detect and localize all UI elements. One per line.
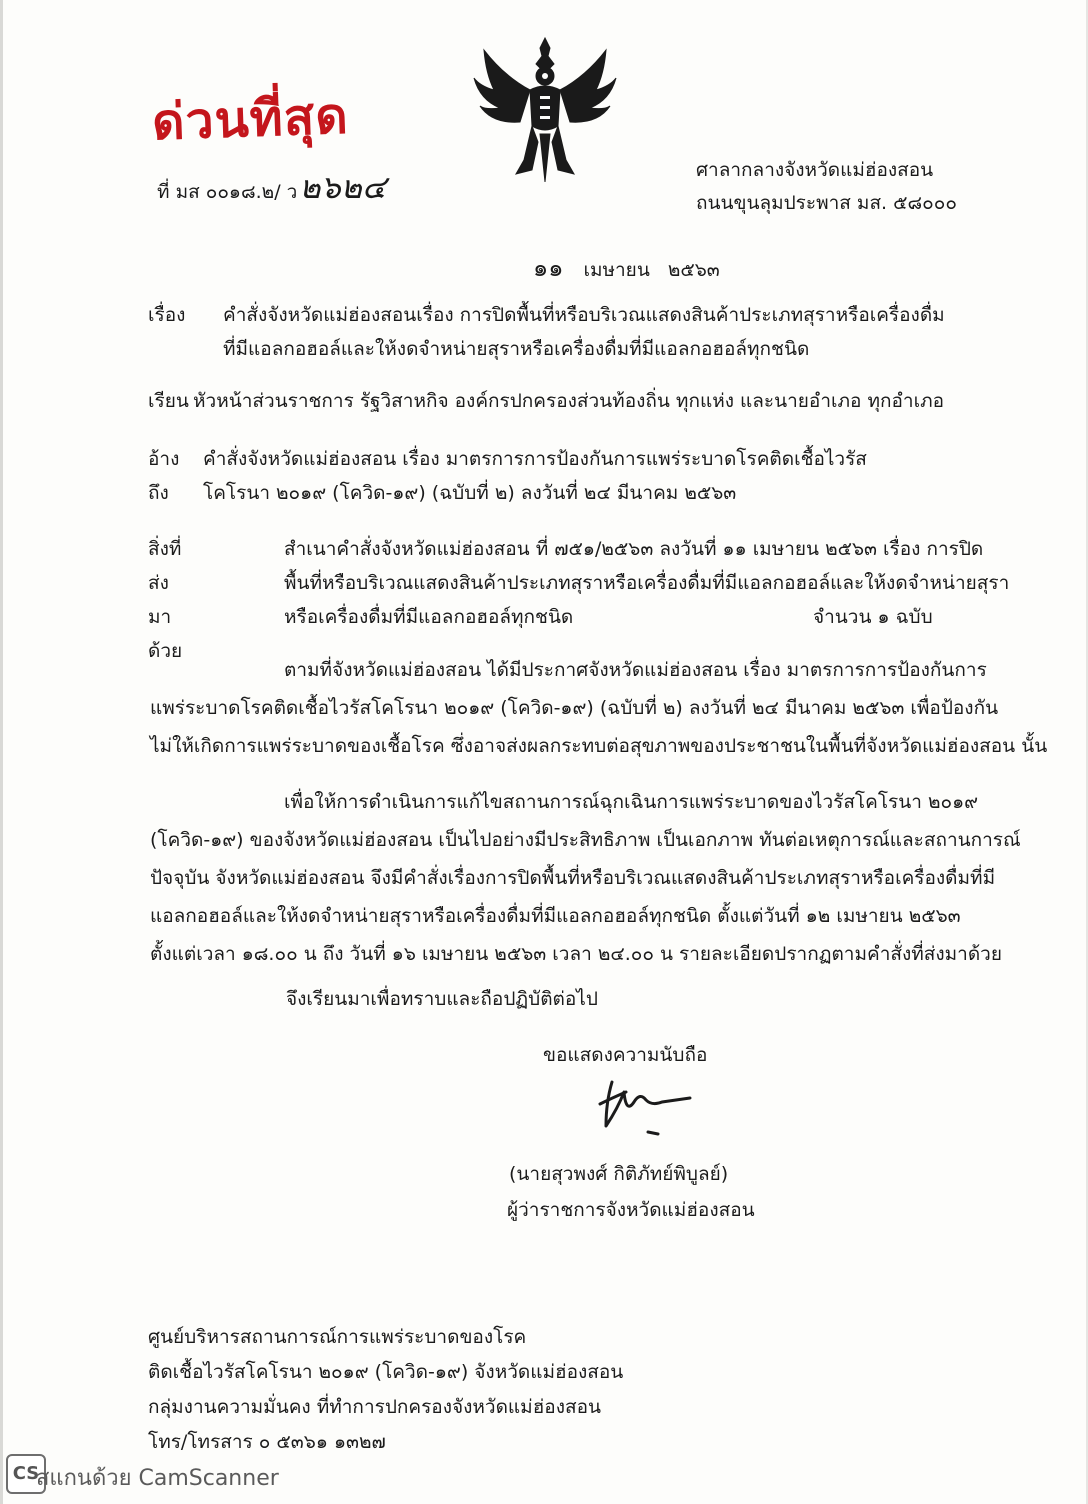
enclosure-label: สิ่งที่ส่งมาด้วย [148, 538, 183, 662]
contact-footer [148, 1320, 623, 1460]
subject-line: คำสั่งจังหวัดแม่ฮ่องสอนเรื่อง การปิดพื้นที่หรือบริเวณแสดงสินค้าประเภทสุราหรือเครื่องดื่ม [223, 304, 945, 326]
page-left-edge [0, 0, 3, 1504]
date-day: ๑๑ [533, 254, 564, 282]
reference-number [157, 162, 386, 213]
reference-label: อ้างถึง [148, 448, 180, 504]
address-line: ถนนขุนลุมประพาส มส. ๕๘๐๐๐ [696, 192, 957, 214]
reference-handwritten-number: ๒๖๒๔ [299, 168, 387, 206]
recipient-label: เรียน [148, 390, 189, 412]
sender-address [696, 154, 957, 220]
scanner-watermark [0, 1452, 340, 1496]
regards-line: ขอแสดงความนับถือ [543, 1044, 708, 1066]
paragraph-line: ตามที่จังหวัดแม่ฮ่องสอน ได้มีประกาศจังหวัดแม่ฮ่องสอน เรื่อง มาตรการการป้องกันการ [284, 659, 987, 681]
signatory-block [509, 1156, 755, 1228]
closing-line: จึงเรียนมาเพื่อทราบและถือปฏิบัติต่อไป [286, 988, 598, 1010]
paragraph-line: เพื่อให้การดำเนินการแก้ไขสถานการณ์ฉุกเฉินการแพร่ระบาดของไวรัสโคโรนา ๒๐๑๙ [284, 791, 979, 813]
paragraph-line: (โควิด-๑๙) ของจังหวัดแม่ฮ่องสอน เป็นไปอย่างมีประสิทธิภาพ เป็นเอกภาพ ทันต่อเหตุการณ์และสถานการณ์ [150, 829, 1021, 851]
subject-line: ที่มีแอลกอฮอล์และให้งดจำหน่ายสุราหรือเครื่องดื่มที่มีแอลกอฮอล์ทุกชนิด [223, 338, 810, 360]
enclosure-line: หรือเครื่องดื่มที่มีแอลกอฮอล์ทุกชนิด [284, 606, 574, 628]
reference-prefix: ที่ มส ๐๐๑๘.๒/ ว [157, 181, 298, 203]
date-month: เมษายน [583, 259, 650, 281]
recipient-line: หัวหน้าส่วนราชการ รัฐวิสาหกิจ องค์กรปกครองส่วนท้องถิ่น ทุกแห่ง และนายอำเภอ ทุกอำเภอ [193, 390, 945, 412]
reference-line: คำสั่งจังหวัดแม่ฮ่องสอน เรื่อง มาตรการการป้องกันการแพร่ระบาดโรคติดเชื้อไวรัส [203, 448, 867, 470]
footer-line: ติดเชื้อไวรัสโคโรนา ๒๐๑๙ (โควิด-๑๙) จังหวัดแม่ฮ่องสอน [148, 1361, 624, 1383]
paragraph-line: ปัจจุบัน จังหวัดแม่ฮ่องสอน จึงมีคำสั่งเรื่องการปิดพื้นที่หรือบริเวณแสดงสินค้าประเภทสุราหรือเครื่องดื่มที่มี [150, 867, 996, 889]
signatory-position: ผู้ว่าราชการจังหวัดแม่ฮ่องสอน [507, 1199, 755, 1221]
paragraph-line: แพร่ระบาดโรคติดเชื้อไวรัสโคโรนา ๒๐๑๙ (โควิด-๑๙) (ฉบับที่ ๒) ลงวันที่ ๒๔ มีนาคม ๒๕๖๓ เพื่อป้องกัน [150, 697, 999, 719]
footer-line: โทร/โทรสาร ๐ ๕๓๖๑ ๑๓๒๗ [148, 1431, 386, 1453]
paragraph-line: ไม่ให้เกิดการแพร่ระบาดของเชื้อโรค ซึ่งอาจส่งผลกระทบต่อสุขภาพของประชาชนในพื้นที่จังหวัดแม่ฮ่องสอน นั้น [150, 735, 1048, 757]
enclosure-line: สำเนาคำสั่งจังหวัดแม่ฮ่องสอน ที่ ๗๕๑/๒๕๖๓ ลงวันที่ ๑๑ เมษายน ๒๕๖๓ เรื่อง การปิด [284, 538, 984, 560]
camscanner-logo-icon: CS [6, 1454, 46, 1494]
scanner-watermark-text: สแกนด้วย CamScanner [36, 1466, 279, 1491]
footer-line: กลุ่มงานความมั่นคง ที่ทำการปกครองจังหวัดแม่ฮ่องสอน [148, 1396, 601, 1418]
paragraph-line: แอลกอฮอล์และให้งดจำหน่ายสุราหรือเครื่องดื่มที่มีแอลกอฮอล์ทุกชนิด ตั้งแต่วันที่ ๑๒ เมษายน ๒๕๖๓ [150, 905, 961, 927]
urgency-stamp: ด่วนที่สุด [150, 85, 350, 152]
subject-label: เรื่อง [148, 304, 186, 326]
body-paragraph-2 [150, 783, 1021, 973]
garuda-emblem-icon [470, 34, 620, 184]
reference-line: โคโรนา ๒๐๑๙ (โควิด-๑๙) (ฉบับที่ ๒) ลงวันที่ ๒๔ มีนาคม ๒๕๖๓ [203, 482, 737, 504]
letter-date [533, 248, 720, 287]
footer-line: ศูนย์บริหารสถานการณ์การแพร่ระบาดของโรค [148, 1326, 527, 1348]
paragraph-line: ตั้งแต่เวลา ๑๘.๐๐ น ถึง วันที่ ๑๖ เมษายน ๒๕๖๓ เวลา ๒๔.๐๐ น รายละเอียดปรากฏตามคำสั่งที่ส่งมาด้วย [150, 943, 1002, 965]
address-line: ศาลากลางจังหวัดแม่ฮ่องสอน [696, 159, 934, 181]
body-paragraph-1 [150, 651, 1048, 765]
enclosure-line: พื้นที่หรือบริเวณแสดงสินค้าประเภทสุราหรือเครื่องดื่มที่มีแอลกอฮอล์และให้งดจำหน่ายสุรา [284, 572, 1010, 594]
handwritten-signature [592, 1062, 702, 1144]
date-year: ๒๕๖๓ [667, 259, 720, 281]
signatory-name: (นายสุวพงศ์ กิติภัทย์พิบูลย์) [509, 1163, 729, 1185]
enclosure-quantity: จำนวน ๑ ฉบับ [813, 606, 933, 628]
